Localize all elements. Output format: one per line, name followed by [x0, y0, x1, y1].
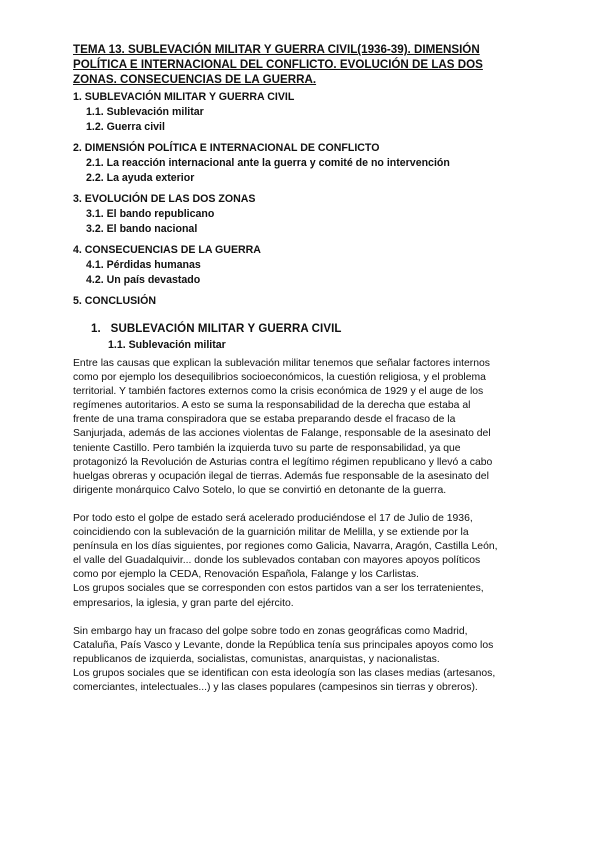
text-line: como por ejemplo los desequilibrios socioeconómicos, la cuestión religiosa, y el problema — [73, 372, 486, 384]
section-subheading: 1.1. Sublevación militar — [108, 339, 226, 351]
text-line: el valle del Guadalquivir... donde los sublevados contaban con mayores apoyos políticos — [73, 555, 481, 567]
toc-section-2: 2. DIMENSIÓN POLÍTICA E INTERNACIONAL DE CONFLICTO — [73, 142, 380, 154]
text-line: Entre las causas que explican la sublevación militar tenemos que señalar factores internos — [73, 358, 491, 369]
toc-item-3-1: 3.1. El bando republicano — [86, 208, 215, 220]
text-line: coincidiendo con la sublevación de la guarnición militar de Melilla, y se extiende por la — [73, 527, 469, 539]
title-line: TEMA 13. SUBLEVACIÓN MILITAR Y GUERRA CIVIL(1936-39). DIMENSIÓN — [73, 43, 480, 56]
table-of-contents — [73, 90, 553, 309]
toc-item-1-2: 1.2. Guerra civil — [86, 121, 165, 133]
text-line: protagonizó la Revolución de Asturias contra el legítimo régimen republicano y llevó a cabo — [73, 456, 493, 468]
text-line: comerciantes, intelectuales...) y las clases populares (campesinos sin tierras y obreros). — [73, 681, 478, 693]
toc-item-4-1: 4.1. Pérdidas humanas — [86, 259, 201, 271]
text-line: Sanjurjada, además de las acciones violentas de Falange, responsable de la asesinato del — [73, 428, 491, 440]
text-line: península en los días siguientes, por regiones como Galicia, Navarra, Aragón, Castilla León, — [73, 541, 498, 553]
text-line: regímenes autoritarios. A esto se suma la responsabilidad de la derecha que estaba al — [73, 400, 471, 412]
toc-section-4: 4. CONSECUENCIAS DE LA GUERRA — [73, 244, 261, 256]
section-heading: 1. SUBLEVACIÓN MILITAR Y GUERRA CIVIL — [91, 323, 342, 335]
text-line: Sin embargo hay un fracaso del golpe sobre todo en zonas geográficas como Madrid, — [73, 625, 468, 637]
title-line: POLÍTICA E INTERNACIONAL DEL CONFLICTO. EVOLUCIÓN DE LAS DOS — [73, 58, 483, 71]
paragraph-coup — [73, 512, 533, 611]
toc-section-3: 3. EVOLUCIÓN DE LAS DOS ZONAS — [73, 193, 256, 205]
body-text — [73, 357, 533, 709]
text-line: Los grupos sociales que se identifican con esta ideología son las clases medias (artesanos, — [73, 667, 496, 679]
toc-item-1-1: 1.1. Sublevación militar — [86, 106, 204, 118]
text-line: empresarios, la iglesia, y gran parte del ejército. — [73, 597, 294, 609]
toc-section-5: 5. CONCLUSIÓN — [73, 295, 156, 307]
text-line: territorial. Y también factores externos como la crisis económica de 1929 y el auge de los — [73, 386, 484, 398]
text-line: teniente Castillo. Pero también la izquierda tuvo su parte de responsabilidad, ya que — [73, 442, 461, 454]
document-title — [73, 42, 543, 87]
text-line: Cataluña, País Vasco y Levante, donde la República tenía sus principales apoyos como los — [73, 639, 494, 651]
toc-item-2-1: 2.1. La reacción internacional ante la guerra y comité de no intervención — [86, 157, 450, 169]
text-line: dirigente monárquico Calvo Sotelo, lo que se convirtió en detonante de la guerra. — [73, 484, 447, 496]
text-line: frente de una trama conspiradora que se estaba preparando desde el fracaso de la — [73, 414, 456, 426]
toc-item-2-2: 2.2. La ayuda exterior — [86, 172, 195, 184]
title-line: ZONAS. CONSECUENCIAS DE LA GUERRA. — [73, 73, 317, 86]
text-line: Por todo esto el golpe de estado será acelerado produciéndose el 17 de Julio de 1936, — [73, 512, 473, 524]
text-line: republicanos de izquierda, socialistas, comunistas, anarquistas, y nacionalistas. — [73, 653, 440, 665]
paragraph-failure — [73, 625, 533, 695]
toc-section-1: 1. SUBLEVACIÓN MILITAR Y GUERRA CIVIL — [73, 91, 295, 103]
paragraph-causes — [73, 357, 533, 498]
toc-item-3-2: 3.2. El bando nacional — [86, 223, 198, 235]
text-line: Los grupos sociales que se corresponden con estos partidos van a ser los terratenientes, — [73, 583, 484, 595]
toc-item-4-2: 4.2. Un país devastado — [86, 274, 201, 286]
text-line: huelgas obreras y ocupación ilegal de tierras. Además fue responsable de la asesinato del — [73, 470, 489, 482]
text-line: como por ejemplo la CEDA, Renovación Española, Falange y los Carlistas. — [73, 569, 419, 581]
